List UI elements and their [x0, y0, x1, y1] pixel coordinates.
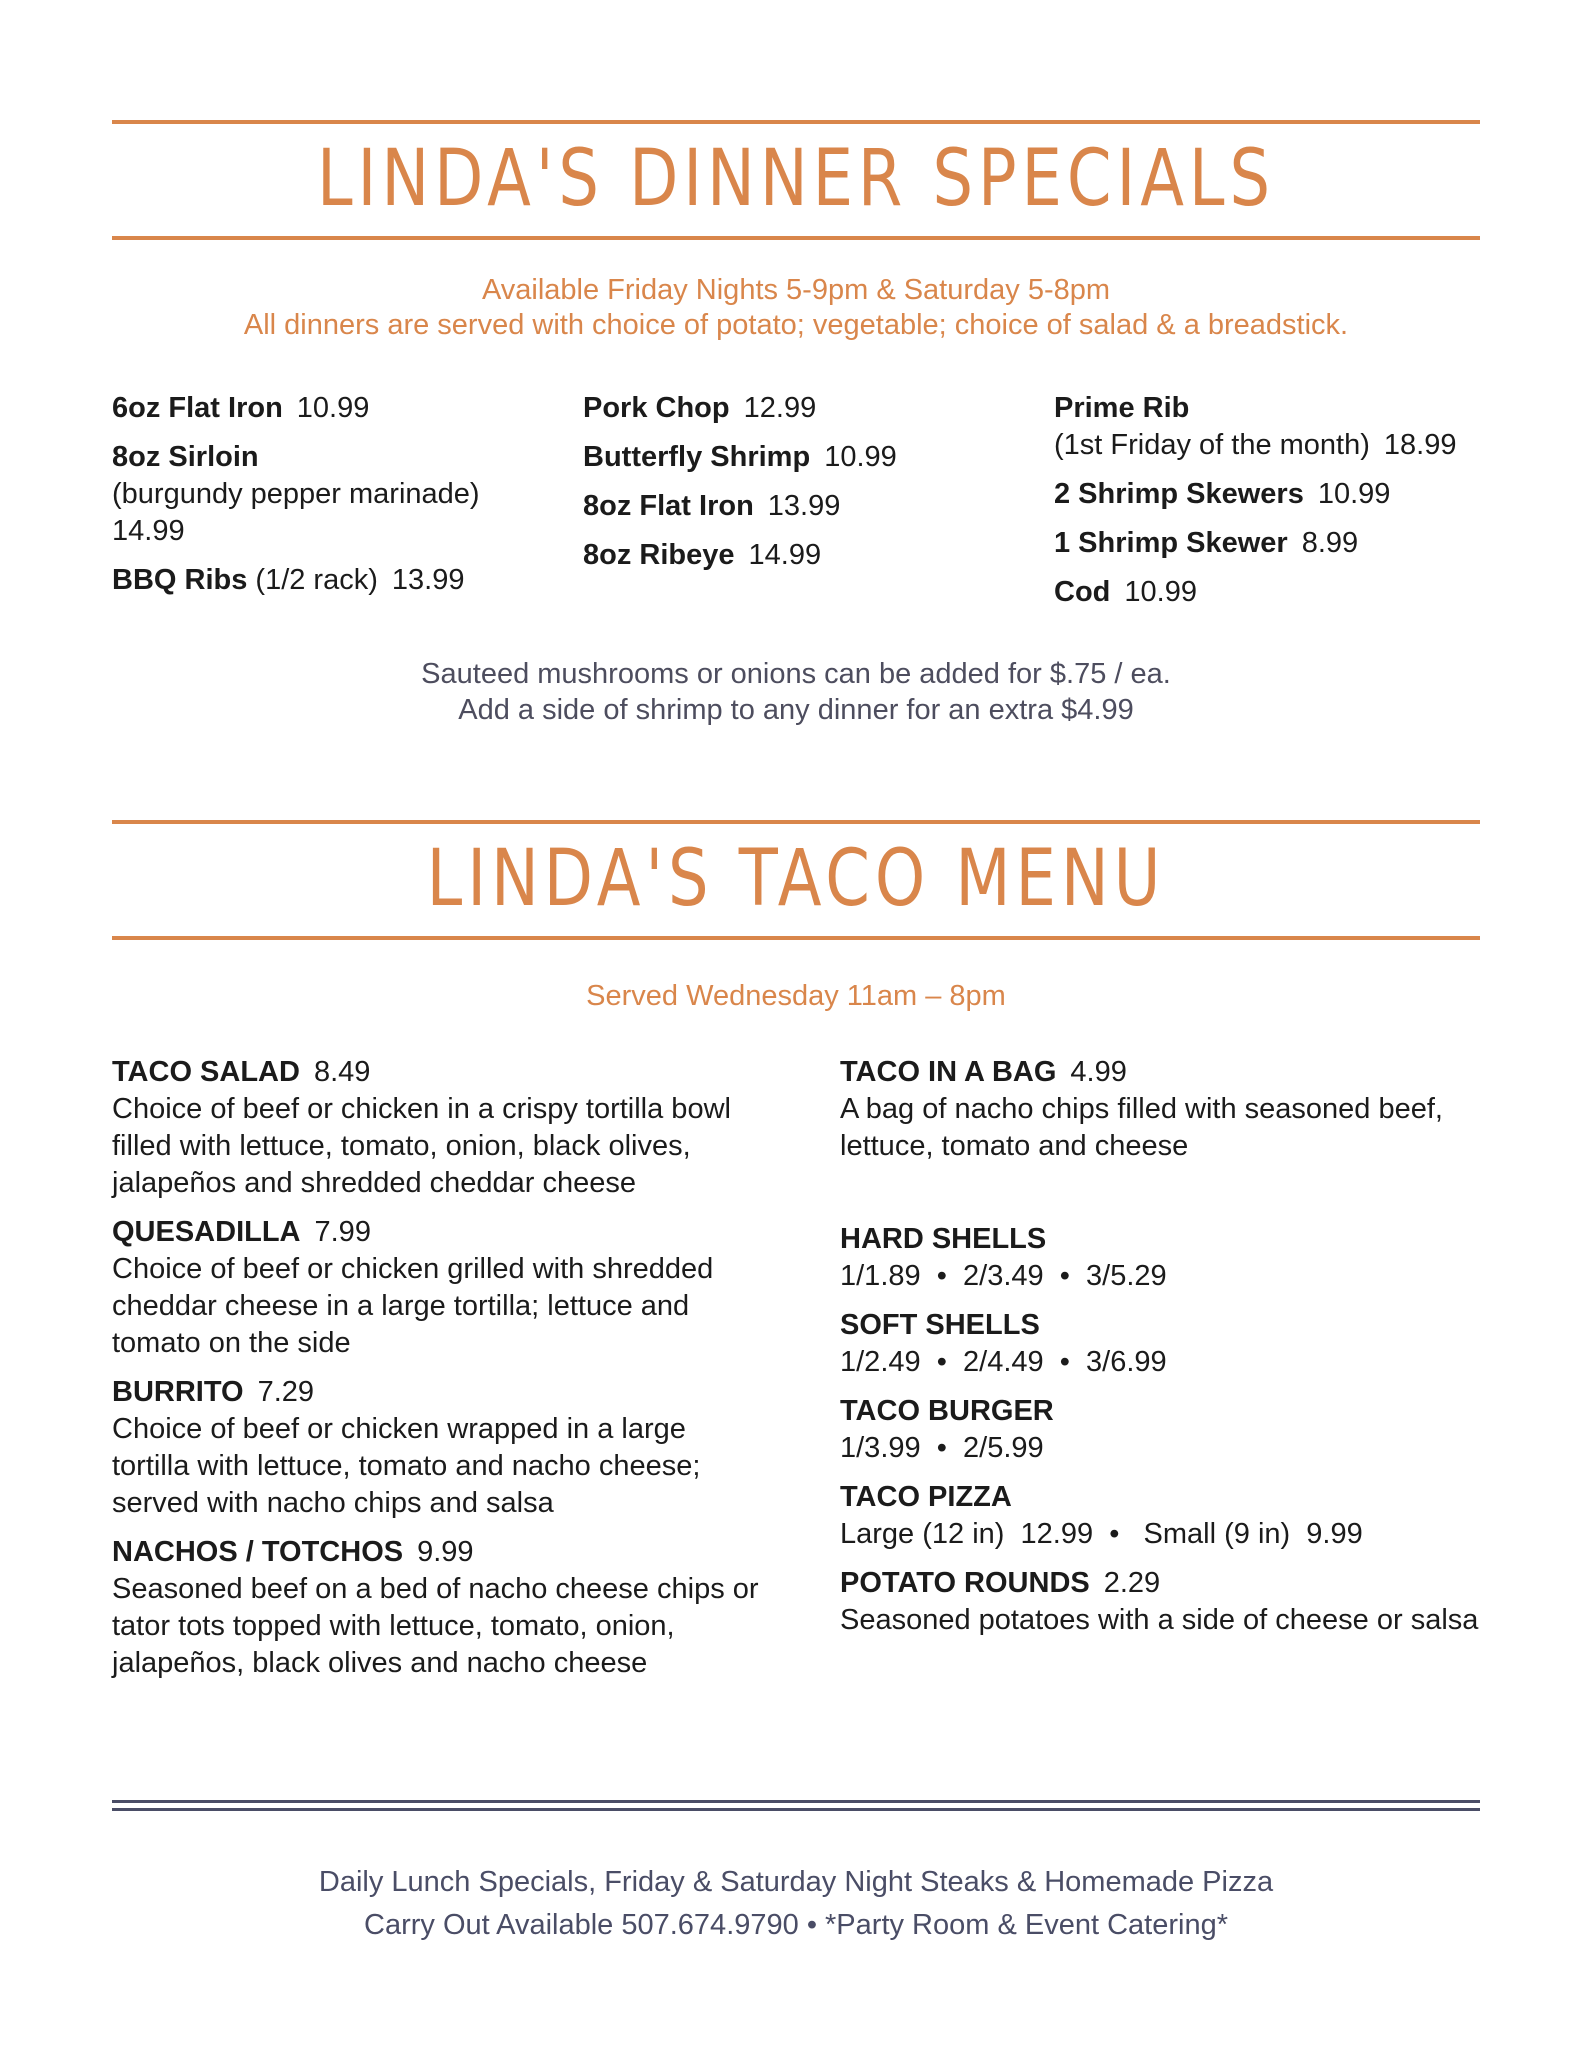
- menu-item: [112, 1214, 762, 1362]
- item-name: 8oz Sirloin: [112, 441, 259, 473]
- dinner-column-2: [583, 390, 1003, 586]
- menu-item: [840, 1221, 1490, 1295]
- item-name: SOFT SHELLS: [840, 1309, 1040, 1341]
- menu-item: [112, 439, 532, 550]
- item-description: Seasoned beef on a bed of nacho cheese chips or tator tots topped with lettuce, tomato, onion, jalapeños, black olives and nacho cheese: [112, 1573, 759, 1679]
- taco-availability: Served Wednesday 11am – 8pm: [586, 980, 1006, 1012]
- item-price: 8.99: [1301, 527, 1359, 559]
- item-prices: Large (12 in) 12.99 • Small (9 in) 9.99: [840, 1518, 1363, 1550]
- menu-item: [112, 390, 532, 427]
- item-name: 2 Shrimp Skewers: [1054, 478, 1304, 510]
- taco-bottom-rule: [112, 936, 1480, 940]
- menu-item: [1054, 390, 1484, 464]
- item-price: 12.99: [743, 392, 817, 424]
- item-price: 10.99: [296, 392, 370, 424]
- menu-item: [112, 1054, 762, 1202]
- item-price: 7.29: [257, 1376, 315, 1408]
- item-name: NACHOS / TOTCHOS: [112, 1536, 404, 1568]
- menu-item: [840, 1307, 1490, 1381]
- footer-rule-top: [112, 1800, 1480, 1803]
- taco-top-rule: [112, 820, 1480, 824]
- item-name: Pork Chop: [583, 392, 730, 424]
- dinner-note-shrimp: Add a side of shrimp to any dinner for an extra $4.99: [458, 694, 1134, 726]
- item-detail: (1/2 rack): [255, 564, 378, 596]
- item-name: 8oz Flat Iron: [583, 490, 754, 522]
- menu-item: [840, 1393, 1490, 1467]
- menu-item: [1054, 476, 1484, 513]
- item-name: BBQ Ribs: [112, 564, 248, 596]
- menu-item: [583, 488, 1003, 525]
- item-name: 8oz Ribeye: [583, 539, 735, 571]
- item-price: 9.99: [417, 1536, 474, 1568]
- dinner-bottom-rule: [112, 236, 1480, 240]
- menu-item: [583, 439, 1003, 476]
- menu-item: [840, 1479, 1490, 1553]
- taco-left-column: [112, 1054, 762, 1694]
- menu-item: [583, 390, 1003, 427]
- item-name: TACO PIZZA: [840, 1481, 1012, 1513]
- item-name: POTATO ROUNDS: [840, 1567, 1090, 1599]
- item-name: HARD SHELLS: [840, 1223, 1047, 1255]
- item-prices: 1/1.89 • 2/3.49 • 3/5.29: [840, 1260, 1167, 1292]
- menu-item: [1054, 525, 1484, 562]
- item-description: Choice of beef or chicken grilled with shredded cheddar cheese in a large tortilla; lettuce and tomato on the side: [112, 1253, 714, 1359]
- menu-item: [112, 562, 532, 599]
- taco-right-column: [840, 1054, 1490, 1651]
- item-description: Seasoned potatoes with a side of cheese or salsa: [840, 1604, 1479, 1636]
- item-prices: 1/3.99 • 2/5.99: [840, 1432, 1044, 1464]
- item-price: 14.99: [112, 515, 185, 547]
- menu-item: [112, 1534, 762, 1682]
- item-prices: 1/2.49 • 2/4.49 • 3/6.99: [840, 1346, 1167, 1378]
- dinner-top-rule: [112, 120, 1480, 124]
- menu-item: [1054, 574, 1484, 611]
- item-price: 18.99: [1383, 429, 1457, 461]
- dinner-column-1: [112, 390, 532, 611]
- item-price: 8.49: [313, 1056, 371, 1088]
- dinner-note-mushrooms: Sauteed mushrooms or onions can be added for $.75 / ea.: [421, 658, 1171, 690]
- item-price: 2.29: [1103, 1567, 1161, 1599]
- item-price: 10.99: [824, 441, 897, 473]
- item-price: 14.99: [748, 539, 822, 571]
- item-name: BURRITO: [112, 1376, 244, 1408]
- item-price: 13.99: [767, 490, 841, 522]
- item-name: TACO IN A BAG: [840, 1056, 1057, 1088]
- footer-tagline: Daily Lunch Specials, Friday & Saturday Night Steaks & Homemade Pizza: [318, 1866, 1274, 1898]
- menu-item: [112, 1374, 762, 1522]
- item-price: 7.99: [314, 1216, 371, 1248]
- item-name: 6oz Flat Iron: [112, 392, 283, 424]
- item-name: TACO BURGER: [840, 1395, 1054, 1427]
- item-name: 1 Shrimp Skewer: [1054, 527, 1288, 559]
- dinner-served-with: All dinners are served with choice of potato; vegetable; choice of salad & a breadstick.: [243, 309, 1349, 341]
- item-description: Choice of beef or chicken wrapped in a large tortilla with lettuce, tomato and nacho cheese; served with nacho chips and salsa: [112, 1413, 701, 1519]
- footer-contact: Carry Out Available 507.674.9790 • *Party Room & Event Catering*: [364, 1909, 1228, 1941]
- menu-item: [840, 1054, 1490, 1165]
- item-price: 13.99: [391, 564, 465, 596]
- item-description: Choice of beef or chicken in a crispy tortilla bowl filled with lettuce, tomato, onion, black olives, jalapeños and shredded cheddar cheese: [112, 1093, 731, 1199]
- item-detail: (burgundy pepper marinade): [112, 478, 480, 510]
- footer-rule-bottom: [112, 1808, 1480, 1811]
- item-name: Prime Rib: [1054, 392, 1190, 424]
- item-name: TACO SALAD: [112, 1056, 300, 1088]
- menu-item: [840, 1565, 1490, 1639]
- menu-item: [583, 537, 1003, 574]
- dinner-title: LINDA'S DINNER SPECIALS: [317, 134, 1275, 224]
- item-price: 4.99: [1070, 1056, 1127, 1088]
- item-name: QUESADILLA: [112, 1216, 301, 1248]
- item-name: Butterfly Shrimp: [583, 441, 811, 473]
- dinner-column-3: [1054, 390, 1484, 623]
- item-name: Cod: [1054, 576, 1111, 608]
- item-price: 10.99: [1124, 576, 1197, 608]
- dinner-availability: Available Friday Nights 5-9pm & Saturday 5-8pm: [481, 274, 1111, 306]
- item-detail: (1st Friday of the month): [1054, 429, 1370, 461]
- item-description: A bag of nacho chips filled with seasoned beef, lettuce, tomato and cheese: [840, 1093, 1443, 1162]
- taco-title: LINDA'S TACO MENU: [426, 834, 1166, 924]
- item-price: 10.99: [1317, 478, 1391, 510]
